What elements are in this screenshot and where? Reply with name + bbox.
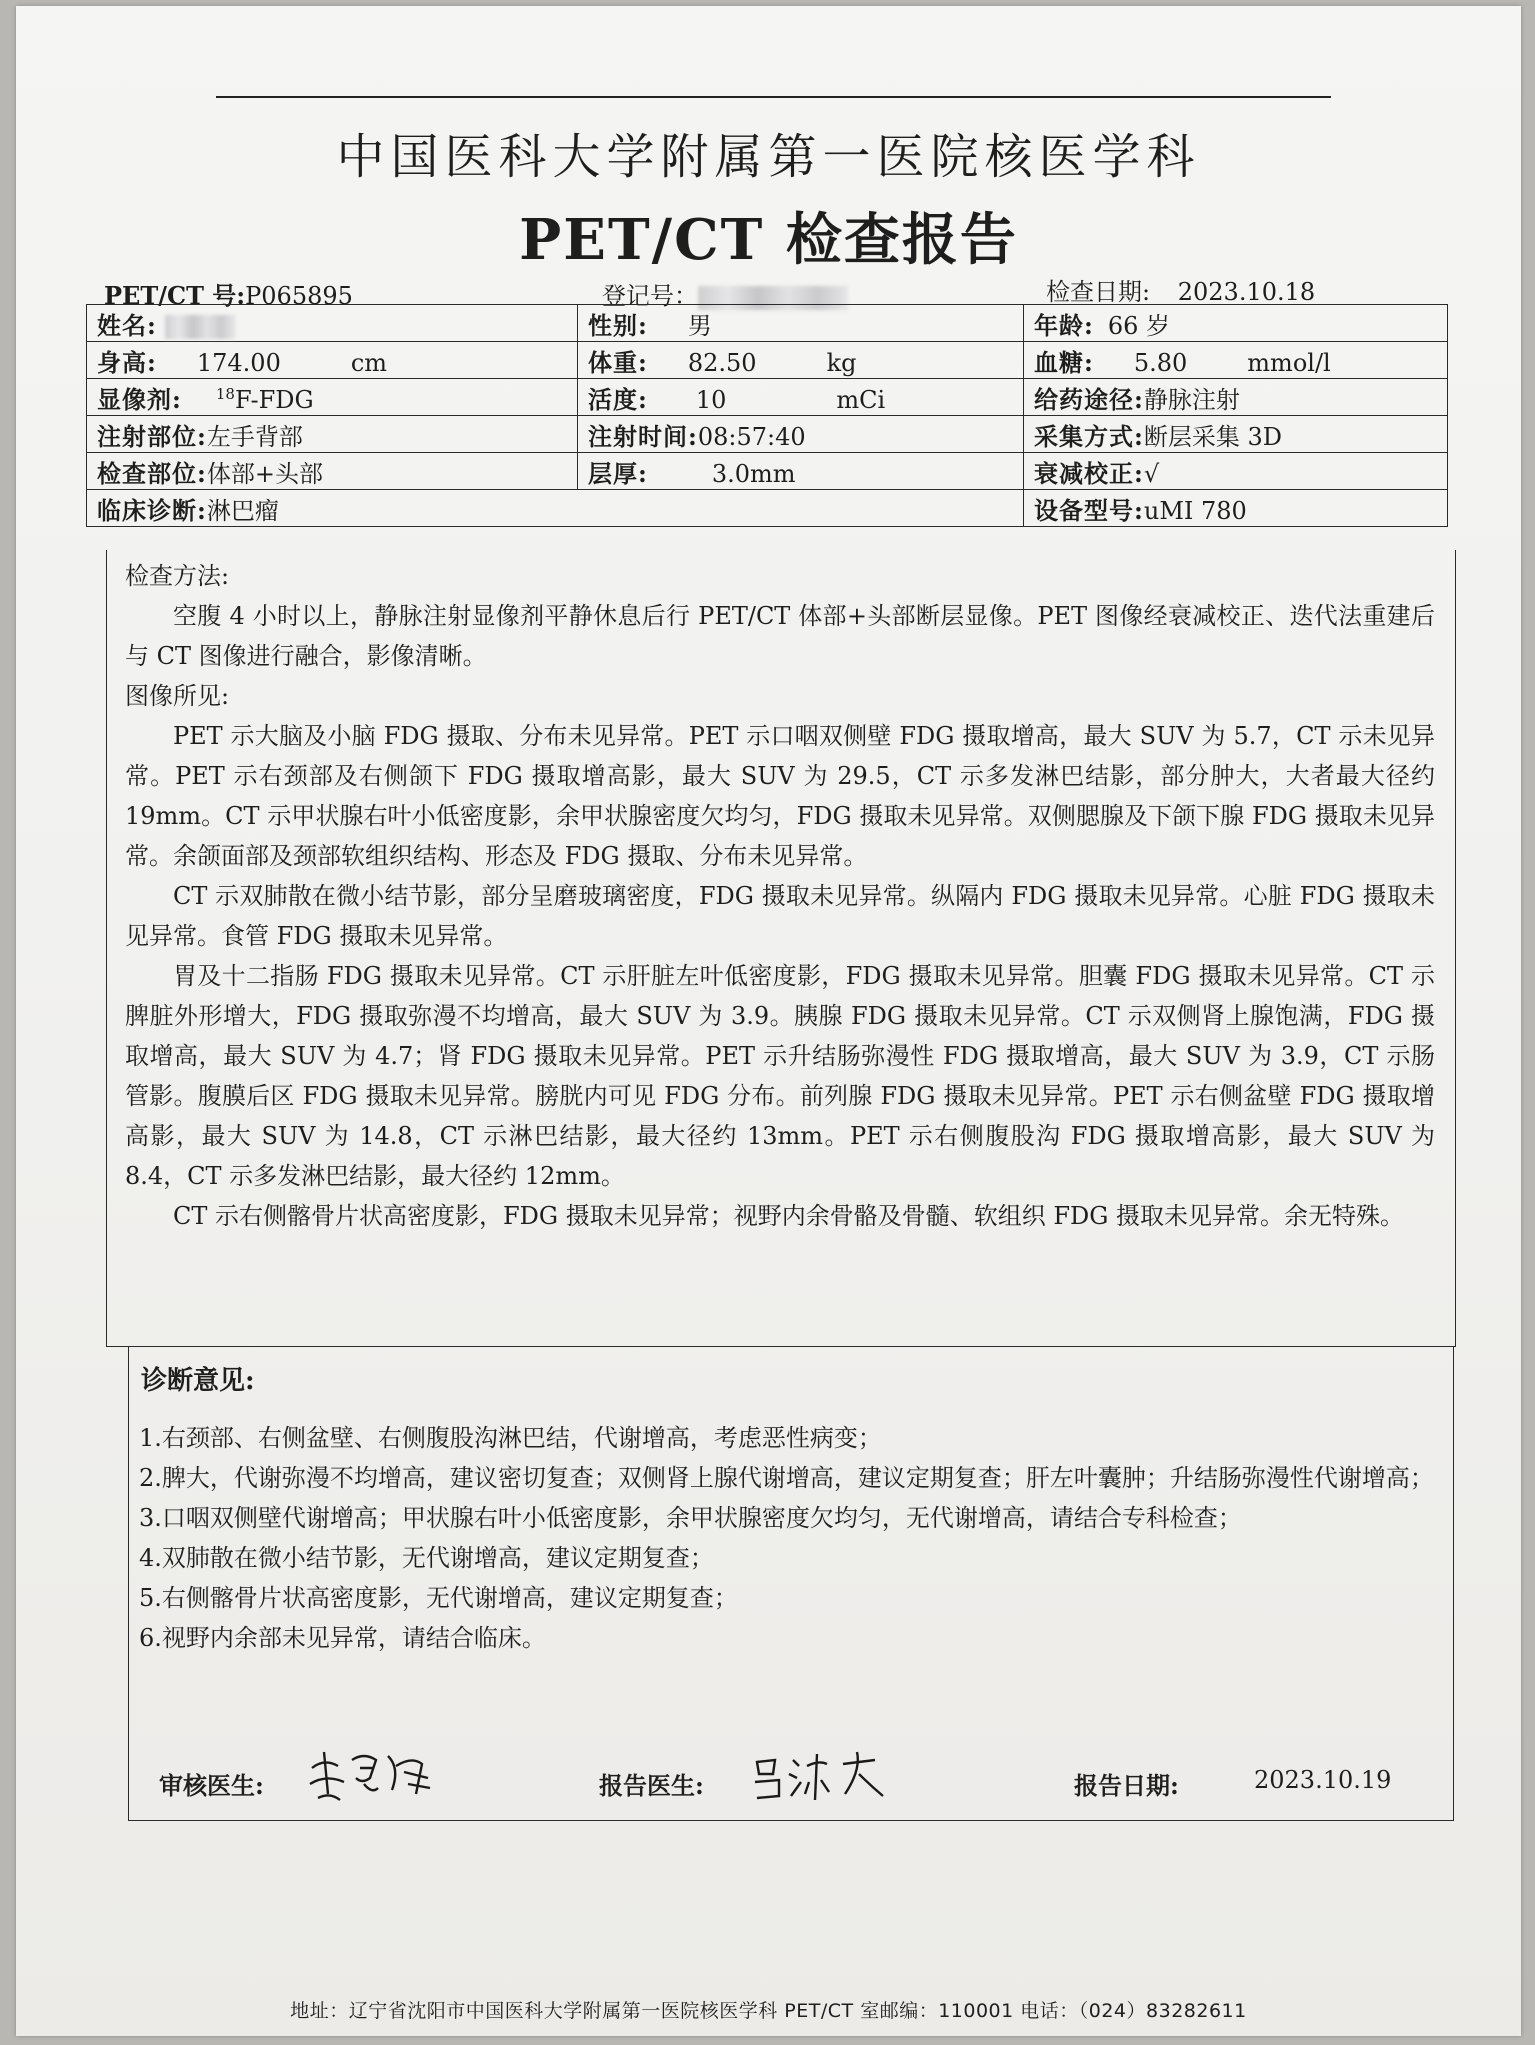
table-row [87, 453, 1448, 490]
diagnosis-heading: 诊断意见: [141, 1366, 255, 1396]
sex-cell [578, 305, 1024, 342]
exam-date-label: 检查日期: [1046, 278, 1151, 306]
diagnosis-item: 3.口咽双侧壁代谢增高；甲状腺右叶小低密度影，余甲状腺密度欠均匀，无代谢增高，请结合专科检查； [139, 1504, 1242, 1532]
height-value: 174.00 [196, 348, 281, 377]
table-row [87, 416, 1448, 453]
method-heading: 检查方法: [125, 562, 230, 590]
reporter-label: 报告医生: [599, 1771, 704, 1800]
weight-cell [578, 342, 1024, 379]
report-sheet [16, 6, 1521, 2036]
name-cell [87, 305, 578, 342]
findings-paragraph: PET 示大脑及小脑 FDG 摄取、分布未见异常。PET 示口咽双侧壁 FDG 摄取增高，最大 SUV 为 5.7，CT 示未见异常。PET 示右颈部及右侧颌下 FDG 摄取增高影，最大 SUV 为 29.5，CT 示多发淋巴结影，部分肿大，大者最大径约 19mm。CT 示甲状腺右叶小低密度影，余甲状腺密度欠均匀，FDG 摄取未见异常。双侧腮腺及下颌下腺 FDG 摄取未见异常。余颌面部及颈部软组织结构、形态及 FDG 摄取、分布未见异常。 [125, 722, 1435, 870]
slice-label: 层厚: [588, 458, 648, 488]
name-label: 姓名: [97, 310, 157, 340]
sex-value: 男 [687, 311, 712, 340]
glucose-cell [1024, 342, 1448, 379]
hospital-name: 中国医科大学附属第一医院核医学科 [336, 129, 1201, 185]
diagnosis-item: 5.右侧髂骨片状高密度影，无代谢增高，建议定期复查； [139, 1584, 738, 1612]
clinical-cell [87, 490, 1024, 527]
findings-paragraph: CT 示双肺散在微小结节影，部分呈磨玻璃密度，FDG 摄取未见异常。纵隔内 FDG 摄取未见异常。心脏 FDG 摄取未见异常。食管 FDG 摄取未见异常。 [125, 882, 1435, 950]
acquisition-cell [1024, 416, 1448, 453]
weight-unit: kg [826, 348, 857, 377]
acquisition-label: 采集方式: [1034, 421, 1144, 451]
reporter-signature [749, 1738, 899, 1808]
diagnosis-item: 2.脾大，代谢弥漫不均增高，建议密切复查；双侧肾上腺代谢增高，建议定期复查；肝左叶囊肿；升结肠弥漫性代谢增高； [139, 1464, 1434, 1492]
report-title: PET/CT 检查报告 [519, 207, 1018, 273]
route-cell [1024, 379, 1448, 416]
age-value: 66 岁 [1107, 311, 1171, 340]
exam-date-value: 2023.10.18 [1177, 278, 1316, 306]
inject-time-label: 注射时间: [588, 421, 698, 451]
clinical-label: 临床诊断: [97, 495, 207, 525]
device-cell [1024, 490, 1448, 527]
method-text: 空腹 4 小时以上，静脉注射显像剂平静休息后行 PET/CT 体部+头部断层显像。PET 图像经衰减校正、迭代法重建后与 CT 图像进行融合，影像清晰。 [125, 602, 1435, 670]
slice-value: 3.0mm [711, 459, 796, 488]
attenuation-label: 衰减校正: [1034, 458, 1144, 488]
reviewer-signature [304, 1738, 444, 1808]
diagnosis-item: 6.视野内余部未见异常，请结合临床。 [139, 1624, 546, 1652]
redacted-name [165, 315, 235, 339]
glucose-unit: mmol/l [1247, 348, 1331, 377]
table-row [87, 379, 1448, 416]
table-row [87, 342, 1448, 379]
findings-paragraph: CT 示右侧髂骨片状高密度影，FDG 摄取未见异常；视野内余骨骼及骨髓、软组织 FDG 摄取未见异常。余无特殊。 [173, 1202, 1405, 1230]
diagnosis-list [139, 1418, 1439, 1658]
slice-cell [578, 453, 1024, 490]
inject-site-value: 左手背部 [206, 422, 303, 451]
header-rule [216, 96, 1331, 98]
activity-label: 活度: [588, 384, 648, 414]
height-cell [87, 342, 578, 379]
height-label: 身高: [97, 347, 157, 377]
activity-value: 10 [695, 385, 727, 414]
device-value: uMI 780 [1143, 496, 1247, 525]
findings-content [125, 556, 1435, 1236]
exam-date [1046, 272, 1315, 307]
report-date-label: 报告日期: [1074, 1771, 1179, 1800]
glucose-label: 血糖: [1034, 347, 1094, 377]
registration-label: 登记号： [602, 282, 698, 310]
tracer-isotope: 18 [215, 384, 235, 403]
exam-site-cell [87, 453, 578, 490]
route-label: 给药途径: [1034, 384, 1144, 414]
height-unit: cm [350, 348, 388, 377]
table-row [87, 305, 1448, 342]
weight-label: 体重: [588, 347, 648, 377]
tracer-label: 显像剂: [97, 384, 182, 414]
diagnosis-box [128, 1346, 1454, 1821]
report-date-value: 2023.10.19 [1254, 1766, 1392, 1794]
clinical-value: 淋巴瘤 [206, 496, 279, 525]
glucose-value: 5.80 [1133, 348, 1188, 377]
weight-value: 82.50 [687, 348, 757, 377]
exam-site-label: 检查部位: [97, 458, 207, 488]
patient-info-table [86, 304, 1448, 527]
age-cell [1024, 305, 1448, 342]
address-footer: 地址：辽宁省沈阳市中国医科大学附属第一医院核医学科 PET/CT 室邮编：110001 电话：（024）83282611 [290, 2000, 1247, 2022]
tracer-cell [87, 379, 578, 416]
tracer-value: F-FDG [234, 385, 314, 414]
route-value: 静脉注射 [1143, 385, 1240, 414]
reviewer-label: 审核医生: [159, 1771, 264, 1800]
diagnosis-item: 1.右颈部、右侧盆壁、右侧腹股沟淋巴结，代谢增高，考虑恶性病变； [139, 1424, 882, 1452]
pet-number-label: PET/CT 号: [104, 281, 246, 310]
table-row [87, 490, 1448, 527]
inject-time-cell [578, 416, 1024, 453]
attenuation-value: √ [1143, 459, 1160, 488]
findings-heading: 图像所见: [125, 682, 230, 710]
acquisition-value: 断层采集 3D [1143, 422, 1282, 451]
activity-unit: mCi [836, 385, 886, 414]
sex-label: 性别: [588, 310, 648, 340]
attenuation-cell [1024, 453, 1448, 490]
findings-box [106, 550, 1456, 1347]
inject-site-label: 注射部位: [97, 421, 207, 451]
inject-time-value: 08:57:40 [697, 422, 806, 451]
inject-site-cell [87, 416, 578, 453]
diagnosis-item: 4.双肺散在微小结节影，无代谢增高，建议定期复查； [139, 1544, 714, 1572]
pet-number-value: P065895 [245, 282, 353, 310]
age-label: 年龄: [1034, 310, 1094, 340]
device-label: 设备型号: [1034, 495, 1144, 525]
findings-paragraph: 胃及十二指肠 FDG 摄取未见异常。CT 示肝脏左叶低密度影，FDG 摄取未见异常。胆囊 FDG 摄取未见异常。CT 示脾脏外形增大，FDG 摄取弥漫不均增高，最大 SUV 为 3.9。胰腺 FDG 摄取未见异常。CT 示双侧肾上腺饱满，FDG 摄取增高，最大 SUV 为 4.7；肾 FDG 摄取未见异常。PET 示升结肠弥漫性 FDG 摄取增高，最大 SUV 为 3.9，CT 示肠管影。腹膜后区 FDG 摄取未见异常。膀胱内可见 FDG 分布。前列腺 FDG 摄取未见异常。PET 示右侧盆壁 FDG 摄取增高影，最大 SUV 为 14.8，CT 示淋巴结影，最大径约 13mm。PET 示右侧腹股沟 FDG 摄取增高影，最大 SUV 为 8.4，CT 示多发淋巴结影，最大径约 12mm。 [125, 962, 1435, 1190]
exam-site-value: 体部+头部 [206, 459, 323, 488]
activity-cell [578, 379, 1024, 416]
